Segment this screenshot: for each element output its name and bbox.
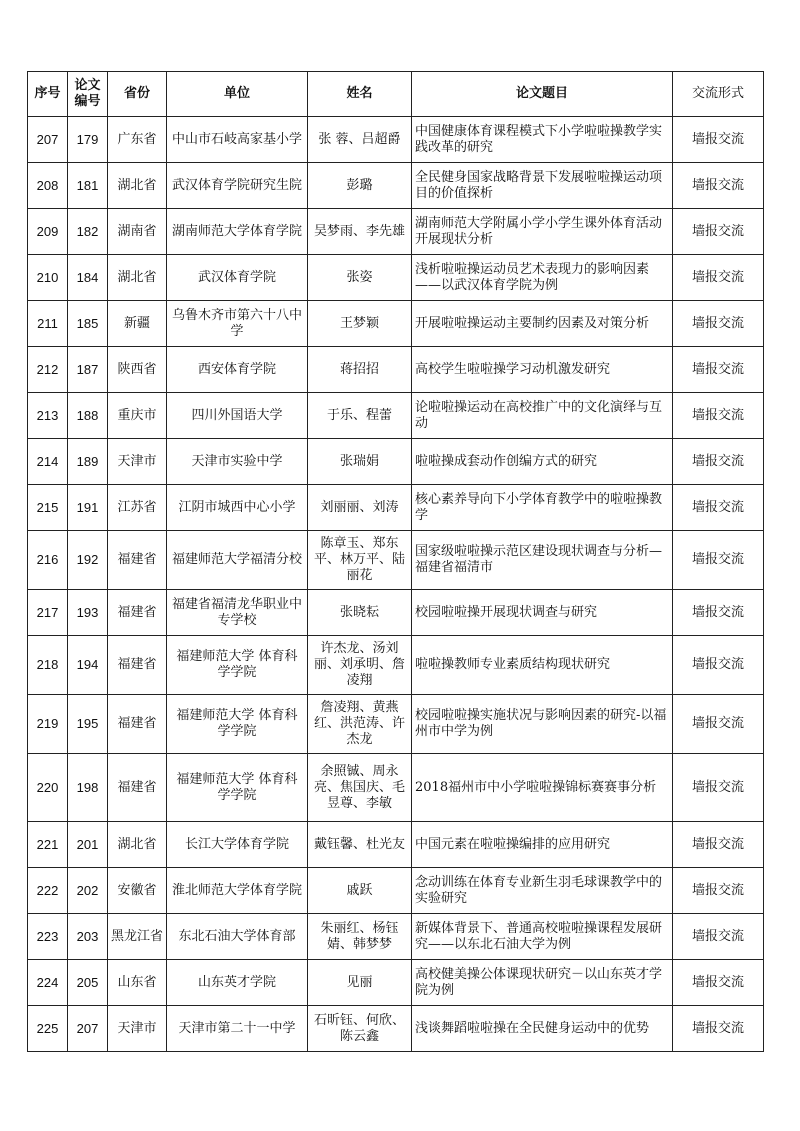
- cell-province: 福建省: [108, 695, 167, 754]
- cell-seq: 224: [28, 960, 68, 1006]
- table-row: [28, 301, 764, 347]
- cell-title: 新媒体背景下、普通高校啦啦操课程发展研究——以东北石油大学为例: [412, 914, 673, 960]
- cell-format: 墙报交流: [673, 393, 764, 439]
- cell-paper-no: 203: [68, 914, 108, 960]
- cell-paper-no: 192: [68, 531, 108, 590]
- cell-seq: 207: [28, 117, 68, 163]
- table-row: [28, 1006, 764, 1052]
- cell-province: 新疆: [108, 301, 167, 347]
- cell-seq: 208: [28, 163, 68, 209]
- cell-title: 国家级啦啦操示范区建设现状调查与分析—福建省福清市: [412, 531, 673, 590]
- cell-paper-no: 194: [68, 636, 108, 695]
- cell-seq: 222: [28, 868, 68, 914]
- cell-title: 开展啦啦操运动主要制约因素及对策分析: [412, 301, 673, 347]
- cell-province: 湖南省: [108, 209, 167, 255]
- cell-paper-no: 179: [68, 117, 108, 163]
- cell-title: 中国元素在啦啦操编排的应用研究: [412, 822, 673, 868]
- cell-title: 2018福州市中小学啦啦操锦标赛赛事分析: [412, 754, 673, 822]
- cell-name: 张瑞娟: [308, 439, 412, 485]
- cell-format: 墙报交流: [673, 636, 764, 695]
- cell-format: 墙报交流: [673, 695, 764, 754]
- cell-paper-no: 193: [68, 590, 108, 636]
- cell-unit: 江阴市城西中心小学: [167, 485, 308, 531]
- header-format: 交流形式: [673, 72, 764, 117]
- header-name: 姓名: [308, 72, 412, 117]
- header-paper-no: 论文编号: [68, 72, 108, 117]
- cell-title: 校园啦啦操开展现状调查与研究: [412, 590, 673, 636]
- cell-paper-no: 201: [68, 822, 108, 868]
- header-seq: 序号: [28, 72, 68, 117]
- cell-unit: 中山市石岐高家基小学: [167, 117, 308, 163]
- cell-name: 王梦颖: [308, 301, 412, 347]
- table-row: [28, 914, 764, 960]
- cell-paper-no: 188: [68, 393, 108, 439]
- table-row: [28, 868, 764, 914]
- cell-format: 墙报交流: [673, 209, 764, 255]
- cell-format: 墙报交流: [673, 117, 764, 163]
- cell-format: 墙报交流: [673, 255, 764, 301]
- table-row: [28, 439, 764, 485]
- cell-format: 墙报交流: [673, 960, 764, 1006]
- cell-name: 刘丽丽、刘涛: [308, 485, 412, 531]
- cell-title: 论啦啦操运动在高校推广中的文化演绎与互动: [412, 393, 673, 439]
- cell-title: 高校健美操公体课现状研究－以山东英才学院为例: [412, 960, 673, 1006]
- table-row: [28, 117, 764, 163]
- table-row: [28, 209, 764, 255]
- cell-title: 浅谈舞蹈啦啦操在全民健身运动中的优势: [412, 1006, 673, 1052]
- cell-name: 陈章玉、郑东平、林万平、陆丽花: [308, 531, 412, 590]
- cell-title: 啦啦操教师专业素质结构现状研究: [412, 636, 673, 695]
- cell-title: 浅析啦啦操运动员艺术表现力的影响因素——以武汉体育学院为例: [412, 255, 673, 301]
- cell-province: 福建省: [108, 636, 167, 695]
- cell-title: 高校学生啦啦操学习动机激发研究: [412, 347, 673, 393]
- cell-province: 福建省: [108, 590, 167, 636]
- cell-seq: 211: [28, 301, 68, 347]
- cell-title: 全民健身国家战略背景下发展啦啦操运动项目的价值探析: [412, 163, 673, 209]
- cell-format: 墙报交流: [673, 531, 764, 590]
- cell-province: 安徽省: [108, 868, 167, 914]
- cell-format: 墙报交流: [673, 485, 764, 531]
- cell-unit: 武汉体育学院研究生院: [167, 163, 308, 209]
- cell-province: 山东省: [108, 960, 167, 1006]
- cell-seq: 220: [28, 754, 68, 822]
- cell-format: 墙报交流: [673, 439, 764, 485]
- cell-province: 福建省: [108, 531, 167, 590]
- cell-paper-no: 198: [68, 754, 108, 822]
- cell-unit: 乌鲁木齐市第六十八中学: [167, 301, 308, 347]
- cell-unit: 东北石油大学体育部: [167, 914, 308, 960]
- cell-province: 天津市: [108, 439, 167, 485]
- table-row: [28, 754, 764, 822]
- cell-province: 江苏省: [108, 485, 167, 531]
- cell-format: 墙报交流: [673, 1006, 764, 1052]
- cell-name: 吴梦雨、李先雄: [308, 209, 412, 255]
- cell-paper-no: 195: [68, 695, 108, 754]
- cell-format: 墙报交流: [673, 347, 764, 393]
- cell-title: 校园啦啦操实施状况与影响因素的研究-以福州市中学为例: [412, 695, 673, 754]
- cell-title: 中国健康体育课程模式下小学啦啦操教学实践改革的研究: [412, 117, 673, 163]
- cell-unit: 福建师范大学 体育科学学院: [167, 695, 308, 754]
- cell-unit: 天津市实验中学: [167, 439, 308, 485]
- cell-unit: 天津市第二十一中学: [167, 1006, 308, 1052]
- cell-seq: 214: [28, 439, 68, 485]
- cell-name: 蒋招招: [308, 347, 412, 393]
- cell-name: 于乐、程蕾: [308, 393, 412, 439]
- cell-title: 核心素养导向下小学体育教学中的啦啦操教学: [412, 485, 673, 531]
- cell-province: 湖北省: [108, 163, 167, 209]
- cell-paper-no: 189: [68, 439, 108, 485]
- cell-province: 湖北省: [108, 255, 167, 301]
- cell-seq: 209: [28, 209, 68, 255]
- cell-province: 广东省: [108, 117, 167, 163]
- cell-name: 张 蓉、吕超爵: [308, 117, 412, 163]
- cell-unit: 福建省福清龙华职业中专学校: [167, 590, 308, 636]
- cell-seq: 212: [28, 347, 68, 393]
- table-row: [28, 531, 764, 590]
- cell-province: 湖北省: [108, 822, 167, 868]
- cell-unit: 四川外国语大学: [167, 393, 308, 439]
- cell-format: 墙报交流: [673, 868, 764, 914]
- cell-name: 詹凌翔、黄燕红、洪范涛、许杰龙: [308, 695, 412, 754]
- cell-title: 啦啦操成套动作创编方式的研究: [412, 439, 673, 485]
- cell-name: 彭璐: [308, 163, 412, 209]
- paper-exchange-table: [27, 71, 764, 1052]
- cell-paper-no: 184: [68, 255, 108, 301]
- cell-format: 墙报交流: [673, 301, 764, 347]
- cell-seq: 213: [28, 393, 68, 439]
- table-row: [28, 347, 764, 393]
- cell-province: 重庆市: [108, 393, 167, 439]
- table-row: [28, 485, 764, 531]
- cell-province: 黑龙江省: [108, 914, 167, 960]
- cell-paper-no: 181: [68, 163, 108, 209]
- cell-paper-no: 207: [68, 1006, 108, 1052]
- cell-format: 墙报交流: [673, 914, 764, 960]
- cell-seq: 216: [28, 531, 68, 590]
- cell-seq: 225: [28, 1006, 68, 1052]
- cell-name: 朱丽红、杨钰婧、韩梦梦: [308, 914, 412, 960]
- cell-unit: 福建师范大学福清分校: [167, 531, 308, 590]
- table-row: [28, 393, 764, 439]
- table-row: [28, 590, 764, 636]
- cell-paper-no: 185: [68, 301, 108, 347]
- cell-format: 墙报交流: [673, 822, 764, 868]
- cell-name: 石昕钰、何欣、陈云鑫: [308, 1006, 412, 1052]
- cell-seq: 219: [28, 695, 68, 754]
- header-unit: 单位: [167, 72, 308, 117]
- cell-name: 戴钰馨、杜光友: [308, 822, 412, 868]
- cell-seq: 215: [28, 485, 68, 531]
- cell-format: 墙报交流: [673, 590, 764, 636]
- cell-paper-no: 205: [68, 960, 108, 1006]
- cell-format: 墙报交流: [673, 754, 764, 822]
- cell-paper-no: 191: [68, 485, 108, 531]
- cell-name: 见丽: [308, 960, 412, 1006]
- table-body: [28, 117, 764, 1052]
- cell-paper-no: 187: [68, 347, 108, 393]
- table-row: [28, 960, 764, 1006]
- cell-unit: 西安体育学院: [167, 347, 308, 393]
- cell-format: 墙报交流: [673, 163, 764, 209]
- cell-name: 余照铖、周永亮、焦国庆、毛昱尊、李敏: [308, 754, 412, 822]
- cell-name: 张姿: [308, 255, 412, 301]
- cell-paper-no: 202: [68, 868, 108, 914]
- cell-unit: 武汉体育学院: [167, 255, 308, 301]
- cell-unit: 长江大学体育学院: [167, 822, 308, 868]
- cell-seq: 217: [28, 590, 68, 636]
- cell-province: 福建省: [108, 754, 167, 822]
- cell-unit: 福建师范大学 体育科学学院: [167, 636, 308, 695]
- table-row: [28, 255, 764, 301]
- header-row: [28, 72, 764, 117]
- header-province: 省份: [108, 72, 167, 117]
- cell-name: 戚跃: [308, 868, 412, 914]
- cell-unit: 湖南师范大学体育学院: [167, 209, 308, 255]
- cell-unit: 福建师范大学 体育科学学院: [167, 754, 308, 822]
- cell-seq: 210: [28, 255, 68, 301]
- table-row: [28, 163, 764, 209]
- cell-seq: 221: [28, 822, 68, 868]
- cell-paper-no: 182: [68, 209, 108, 255]
- cell-name: 张晓耘: [308, 590, 412, 636]
- cell-name: 许杰龙、汤刘丽、刘承明、詹凌翔: [308, 636, 412, 695]
- cell-unit: 淮北师范大学体育学院: [167, 868, 308, 914]
- cell-title: 湖南师范大学附属小学小学生课外体育活动开展现状分析: [412, 209, 673, 255]
- cell-seq: 218: [28, 636, 68, 695]
- table-row: [28, 695, 764, 754]
- cell-seq: 223: [28, 914, 68, 960]
- cell-province: 天津市: [108, 1006, 167, 1052]
- cell-unit: 山东英才学院: [167, 960, 308, 1006]
- table-row: [28, 822, 764, 868]
- cell-title: 念动训练在体育专业新生羽毛球课教学中的实验研究: [412, 868, 673, 914]
- cell-province: 陕西省: [108, 347, 167, 393]
- header-title: 论文题目: [412, 72, 673, 117]
- table-row: [28, 636, 764, 695]
